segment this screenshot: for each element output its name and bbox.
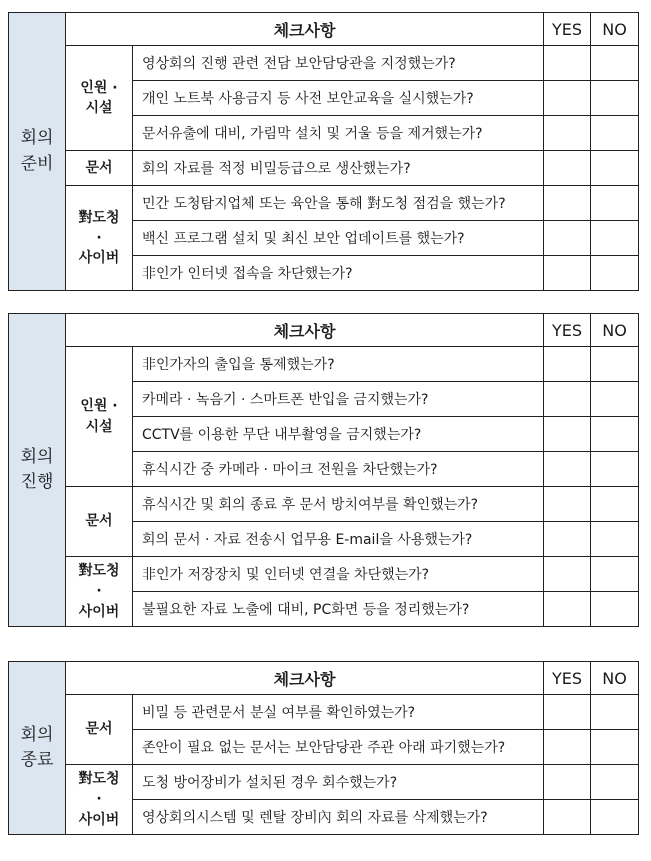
yes-checkbox-cell[interactable] <box>544 81 591 116</box>
yes-checkbox-cell[interactable] <box>544 382 591 417</box>
category-label-line: 시설 <box>85 418 113 435</box>
checklist-row <box>9 765 639 800</box>
checklist-row <box>9 151 639 186</box>
category-label-line: 對도청 <box>78 209 120 226</box>
check-item: 카메라 · 녹음기 · 스마트폰 반입을 금지했는가? <box>133 382 544 417</box>
no-checkbox-cell[interactable] <box>591 186 639 221</box>
yes-checkbox-cell[interactable] <box>544 800 591 835</box>
yes-checkbox-cell[interactable] <box>544 487 591 522</box>
phase-label-line: 회의 <box>20 446 54 467</box>
phase-cell <box>9 662 66 835</box>
checklist-header: 체크사항 <box>66 662 544 695</box>
category-cell <box>66 695 133 765</box>
yes-checkbox-cell[interactable] <box>544 695 591 730</box>
phase-label-line: 준비 <box>20 153 54 174</box>
category-cell <box>66 46 133 151</box>
no-checkbox-cell[interactable] <box>591 800 639 835</box>
check-item: 휴식시간 중 카메라 · 마이크 전원을 차단했는가? <box>133 452 544 487</box>
header-row <box>9 314 639 347</box>
yes-checkbox-cell[interactable] <box>544 347 591 382</box>
header-row <box>9 662 639 695</box>
no-checkbox-cell[interactable] <box>591 151 639 186</box>
no-checkbox-cell[interactable] <box>591 46 639 81</box>
check-item: 비밀 등 관련문서 분실 여부를 확인하였는가? <box>133 695 544 730</box>
no-checkbox-cell[interactable] <box>591 695 639 730</box>
category-label-line: · <box>96 583 102 600</box>
yes-checkbox-cell[interactable] <box>544 730 591 765</box>
yes-checkbox-cell[interactable] <box>544 522 591 557</box>
check-item: 회의 문서 · 자료 전송시 업무용 E-mail을 사용했는가? <box>133 522 544 557</box>
yes-checkbox-cell[interactable] <box>544 557 591 592</box>
category-label-line: 對도청 <box>78 563 120 580</box>
check-item: 非인가 인터넷 접속을 차단했는가? <box>133 256 544 291</box>
no-checkbox-cell[interactable] <box>591 730 639 765</box>
check-item: 非인가 저장장치 및 인터넷 연결을 차단했는가? <box>133 557 544 592</box>
category-label-line: · <box>96 791 102 808</box>
no-checkbox-cell[interactable] <box>591 522 639 557</box>
yes-checkbox-cell[interactable] <box>544 592 591 627</box>
yes-checkbox-cell[interactable] <box>544 221 591 256</box>
checklist-row <box>9 186 639 221</box>
checklist-table <box>8 12 639 291</box>
category-label-line: 시설 <box>85 100 113 116</box>
phase-cell <box>9 314 66 627</box>
checklist-table <box>8 661 639 835</box>
no-header: NO <box>591 13 639 46</box>
yes-checkbox-cell[interactable] <box>544 116 591 151</box>
category-cell <box>66 347 133 487</box>
yes-checkbox-cell[interactable] <box>544 186 591 221</box>
checklist-row <box>9 347 639 382</box>
yes-checkbox-cell[interactable] <box>544 765 591 800</box>
yes-header: YES <box>544 662 591 695</box>
yes-checkbox-cell[interactable] <box>544 452 591 487</box>
no-checkbox-cell[interactable] <box>591 347 639 382</box>
yes-checkbox-cell[interactable] <box>544 151 591 186</box>
check-item: 불필요한 자료 노출에 대비, PC화면 등을 정리했는가? <box>133 592 544 627</box>
category-label-line: 對도청 <box>78 771 120 788</box>
check-item: 문서유출에 대비, 가림막 설치 및 거울 등을 제거했는가? <box>133 116 544 151</box>
phase-label-line: 회의 <box>20 128 54 148</box>
no-header: NO <box>591 662 639 695</box>
checklist-row <box>9 695 639 730</box>
no-header: NO <box>591 314 639 347</box>
no-checkbox-cell[interactable] <box>591 765 639 800</box>
category-cell <box>66 487 133 557</box>
check-item: 존안이 필요 없는 문서는 보안담당관 주관 아래 파기했는가? <box>133 730 544 765</box>
category-label-line: 인원 · <box>80 79 118 96</box>
no-checkbox-cell[interactable] <box>591 116 639 151</box>
category-label-line: 문서 <box>85 513 113 530</box>
category-label-line: 문서 <box>85 721 113 738</box>
no-checkbox-cell[interactable] <box>591 256 639 291</box>
category-cell <box>66 765 133 835</box>
header-row <box>9 13 639 46</box>
category-label-line: 사이버 <box>78 250 120 267</box>
check-item: 영상회의 진행 관련 전담 보안담당관을 지정했는가? <box>133 46 544 81</box>
check-item: 회의 자료를 적정 비밀등급으로 생산했는가? <box>133 151 544 186</box>
check-item: 도청 방어장비가 설치된 경우 회수했는가? <box>133 765 544 800</box>
no-checkbox-cell[interactable] <box>591 221 639 256</box>
no-checkbox-cell[interactable] <box>591 417 639 452</box>
yes-checkbox-cell[interactable] <box>544 46 591 81</box>
check-item: 휴식시간 및 회의 종료 후 문서 방치여부를 확인했는가? <box>133 487 544 522</box>
category-label-line: 사이버 <box>78 811 120 828</box>
category-label-line: 사이버 <box>78 603 120 620</box>
category-label-line: 문서 <box>85 159 113 176</box>
no-checkbox-cell[interactable] <box>591 81 639 116</box>
yes-header: YES <box>544 13 591 46</box>
checklist-row <box>9 46 639 81</box>
checklist-header: 체크사항 <box>66 13 544 46</box>
category-cell <box>66 186 133 291</box>
category-label-line: 인원 · <box>80 398 118 415</box>
checklist-table <box>8 313 639 627</box>
phase-label-line: 종료 <box>20 750 54 770</box>
checklist-row <box>9 487 639 522</box>
yes-header: YES <box>544 314 591 347</box>
yes-checkbox-cell[interactable] <box>544 417 591 452</box>
check-item: 영상회의시스템 및 렌탈 장비內 회의 자료를 삭제했는가? <box>133 800 544 835</box>
check-item: CCTV를 이용한 무단 내부촬영을 금지했는가? <box>133 417 544 452</box>
phase-label-line: 진행 <box>20 472 54 492</box>
checklist-row <box>9 557 639 592</box>
category-cell <box>66 557 133 627</box>
category-cell <box>66 151 133 186</box>
phase-label-line: 회의 <box>20 724 54 745</box>
no-checkbox-cell[interactable] <box>591 557 639 592</box>
category-label-line: · <box>96 229 102 246</box>
check-item: 백신 프로그램 설치 및 최신 보안 업데이트를 했는가? <box>133 221 544 256</box>
no-checkbox-cell[interactable] <box>591 382 639 417</box>
no-checkbox-cell[interactable] <box>591 452 639 487</box>
no-checkbox-cell[interactable] <box>591 487 639 522</box>
phase-cell <box>9 13 66 291</box>
check-item: 非인가자의 출입을 통제했는가? <box>133 347 544 382</box>
no-checkbox-cell[interactable] <box>591 592 639 627</box>
yes-checkbox-cell[interactable] <box>544 256 591 291</box>
check-item: 민간 도청탐지업체 또는 육안을 통해 對도청 점검을 했는가? <box>133 186 544 221</box>
check-item: 개인 노트북 사용금지 등 사전 보안교육을 실시했는가? <box>133 81 544 116</box>
checklist-header: 체크사항 <box>66 314 544 347</box>
